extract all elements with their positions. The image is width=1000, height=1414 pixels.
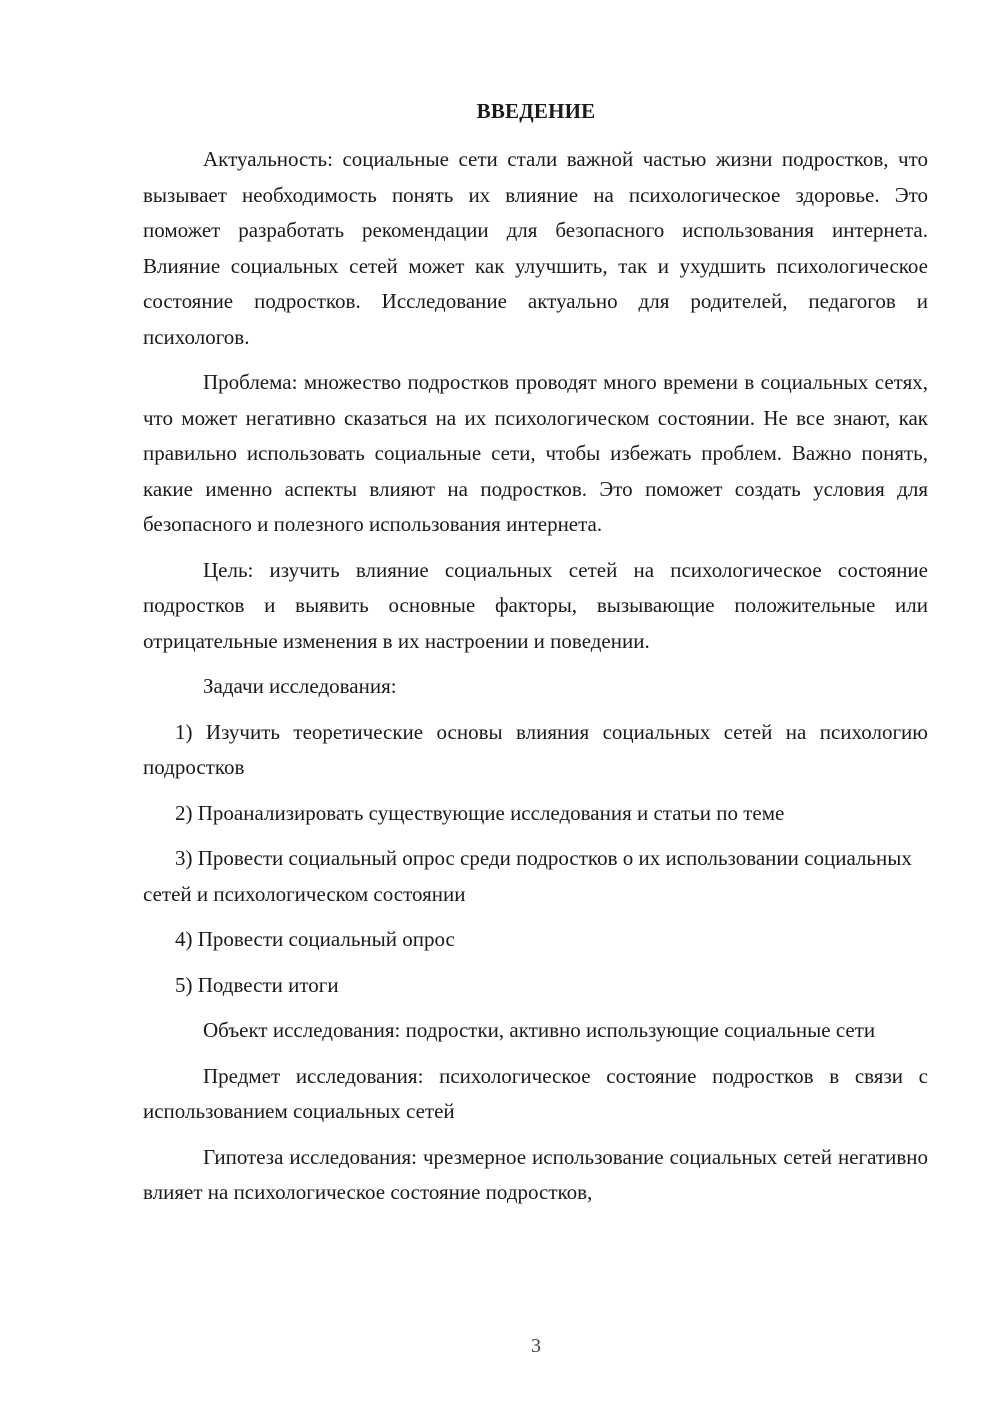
list-item: 3) Провести социальный опрос среди подростков о их использовании социальных сетей и психологическом состоянии xyxy=(143,846,912,906)
paragraph-hypothesis: Гипотеза исследования: чрезмерное использование социальных сетей негативно влияет на психологическое состояние подростков, xyxy=(143,1144,928,1204)
page-number: 3 xyxy=(531,1335,541,1357)
list-item: 4) Провести социальный опрос xyxy=(175,927,455,951)
paragraph-problem: Проблема: множество подростков проводят много времени в социальных сетях, что может негативно сказаться на их психологическом состоянии. Не все знают, как правильно использовать социальные сети, чтобы избежать проблем. Важно понять, какие именно аспекты влияют на подростков. Это поможет создать условия для безопасного и полезного использования интернета. xyxy=(143,370,928,536)
list-item: 2) Проанализировать существующие исследования и статьи по теме xyxy=(175,800,785,825)
list-item: 1) Изучить теоретические основы влияния социальных сетей на психологию подростков xyxy=(143,719,928,779)
section-heading: ВВЕДЕНИЕ xyxy=(476,99,596,123)
tasks-heading: Задачи исследования: xyxy=(203,674,397,698)
paragraph-goal: Цель: изучить влияние социальных сетей на психологическое состояние подростков и выявить основные факторы, вызывающие положительные или отрицательные изменения в их настроении и поведении. xyxy=(143,557,928,653)
list-item: 5) Подвести итоги xyxy=(175,972,339,997)
document-body xyxy=(143,142,928,1211)
paragraph-relevance: Актуальность: социальные сети стали важной частью жизни подростков, что вызывает необходимость понять их влияние на психологическое здоровье. Это поможет разработать рекомендации для безопасного использования интернета. Влияние социальных сетей может как улучшить, так и ухудшить психологическое состояние подростков. Исследование актуально для родителей, педагогов и психологов. xyxy=(143,147,928,349)
paragraph-object: Объект исследования: подростки, активно использующие социальные сети xyxy=(203,1018,876,1042)
paragraph-subject: Предмет исследования: психологическое состояние подростков в связи с использованием социальных сетей xyxy=(143,1063,928,1123)
